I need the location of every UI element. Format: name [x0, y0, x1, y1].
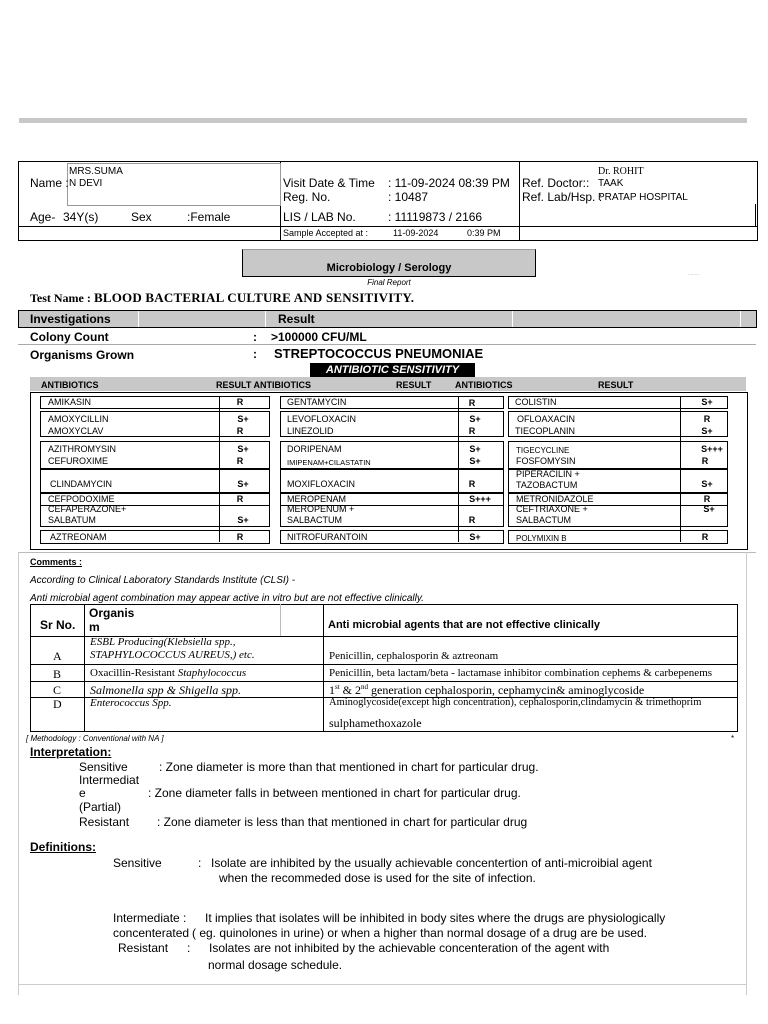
test-name-value: BLOOD BACTERIAL CULTURE AND SENSITIVITY. [94, 290, 415, 305]
antibiotic-name: SALBACTUM [287, 515, 343, 525]
divider [30, 664, 737, 665]
row-organism: Salmonella spp & Shigella spp. [90, 683, 241, 697]
antibiotic-name: COLISTIN [515, 397, 557, 407]
antibiotic-name: METRONIDAZOLE [516, 494, 594, 504]
methodology-note: [ Methodology : Conventional with NA ] [26, 734, 164, 743]
def-intermediate-text: ( eg. quinolones in urine) or when a higher than normal dosage of a drug are be used. [192, 926, 647, 940]
divider [30, 681, 737, 682]
department-title: Microbiology / Serology [326, 262, 452, 274]
antibiotic-result: R [236, 456, 244, 466]
top-divider [19, 118, 747, 123]
antibiotic-result: S+ [237, 414, 249, 424]
organisms-label: Organisms Grown [30, 348, 135, 362]
reg-value: : 10487 [388, 190, 429, 204]
report-status: Final Report [367, 278, 411, 287]
antibiotic-name: TIECOPLANIN [515, 426, 576, 436]
reg-label: Reg. No. [283, 190, 331, 204]
sex-value: :Female [187, 210, 231, 224]
def-sensitive-colon: : [198, 856, 202, 870]
antibiotic-name: MEROPENUM + [287, 504, 355, 514]
row-organism: Oxacillin-Resistant Staphylococcus [90, 667, 247, 679]
antibiotic-name: MEROPENAM [287, 494, 347, 504]
row-sr: A [53, 649, 62, 663]
row-sr: C [53, 683, 62, 697]
antibiotic-result: S+++ [469, 494, 491, 504]
col-organism-l2: m [89, 620, 100, 634]
antibiotic-result: R [236, 532, 244, 542]
antibiotic-result: S+ [237, 444, 249, 454]
def-sensitive-text: when the recommeded dose is used for the site of infection. [219, 871, 536, 885]
antibiotic-result: R [703, 494, 711, 504]
def-sensitive-term: Sensitive [113, 856, 162, 870]
antibiotic-result: R [236, 397, 244, 407]
row-agents: Penicillin, beta lactam/beta - lactamase inhibitor combination cephems & carbepenems [329, 667, 713, 679]
visit-value: : 11-09-2024 08:39 PM [388, 176, 510, 190]
def-sensitive-text: Isolate are inhibited by the usually achievable concentertion of anti-microibial agent [211, 856, 652, 870]
row-organism: ESBL Producing(Klebsiella spp., [90, 636, 236, 648]
antibiotic-result: S+++ [701, 444, 723, 454]
comments-line1: According to Clinical Laboratory Standards Institute (CLSI) - [30, 575, 296, 586]
ref-lab-value: PRATAP HOSPITAL [598, 192, 688, 203]
ref-field-box [519, 204, 756, 227]
antibiotic-result: S+ [701, 479, 713, 489]
divider [280, 604, 281, 636]
antibiotic-name: NITROFURANTOIN [287, 532, 368, 542]
patient-name-line1: MRS.SUMA [69, 166, 123, 177]
row-sr: B [53, 667, 62, 681]
page-border-left [18, 552, 19, 995]
antibiotic-name: AMOXYCLAV [48, 426, 104, 436]
antibiotic-name: OFLOAXACIN [517, 414, 576, 424]
definitions-label: Definitions: [30, 840, 96, 854]
patient-name-line2: N DEVI [69, 178, 103, 189]
antibiotic-name: CLINDAMYCIN [50, 479, 113, 489]
interp-intermediate-term: (Partial) [79, 800, 122, 814]
antibiotic-result: R [468, 426, 476, 436]
organisms-value: STREPTOCOCCUS PNEUMONIAE [274, 346, 484, 361]
antibiotic-name: SALBATUM [48, 515, 96, 525]
antibiotic-result: R [468, 515, 476, 525]
antibiotic-name: PIPERACILIN + [516, 469, 580, 479]
interp-resistant-term: Resistant [79, 815, 130, 829]
ab-header-antibiotics-3: ANTIBIOTICS [455, 380, 513, 390]
antibiotic-name: MOXIFLOXACIN [287, 479, 356, 489]
page-border-bottom [18, 984, 747, 985]
def-resistant-text: normal dosage schedule. [208, 958, 343, 972]
col-organism-l1: Organis [89, 606, 135, 620]
age-value: 34Y(s) [63, 210, 99, 224]
colony-count-label: Colony Count [30, 330, 109, 344]
def-intermediate-term: Intermediate : [113, 911, 187, 925]
col-sr-no: Sr No. [40, 618, 76, 632]
antibiotic-name: TIGECYCLINE [516, 446, 570, 455]
sample-time: 0:39 PM [467, 228, 501, 238]
ref-doctor-label: Ref. Doctor:: [522, 176, 590, 190]
antibiotic-name: AMOXYCILLIN [48, 414, 109, 424]
antibiotic-result: S+ [469, 414, 481, 424]
ref-doctor-line2: TAAK [598, 178, 624, 189]
interp-sensitive-term: Sensitive [79, 760, 128, 774]
sensitivity-title: ANTIBIOTIC SENSITIVITY [325, 364, 460, 376]
antibiotic-name: AMIKASIN [48, 397, 92, 407]
row-agents: 1st & 2nd generation cephalosporin, cephamycin& aminoglycoside [329, 683, 645, 697]
row-organism: STAPHYLOCOCCUS AUREUS,) etc. [90, 649, 255, 661]
antibiotic-result: R [468, 479, 476, 489]
antibiotic-name: FOSFOMYSIN [516, 456, 576, 466]
sample-date: 11-09-2024 [393, 228, 439, 238]
divider [265, 311, 266, 327]
sex-label: Sex [131, 210, 152, 224]
antibiotic-name: CEFTRIAXONE + [516, 504, 588, 514]
def-resistant-text: Isolates are not inhibited by the achievable concenteration of the agent with [209, 941, 610, 955]
ab-header-antibiotics-1: ANTIBIOTICS [41, 380, 99, 390]
colony-count-colon: : [253, 330, 257, 344]
ab-header-result-3: RESULT [598, 380, 634, 390]
antibiotic-name: IMIPENAM+CILASTATIN [287, 458, 371, 467]
def-resistant-colon: : [187, 941, 191, 955]
antibiotic-result: R [703, 414, 711, 424]
ref-lab-label: Ref. Lab/Hsp. : [522, 190, 603, 204]
interp-resistant-text: : Zone diameter is less than that mentioned in chart for particular drug [157, 815, 528, 829]
divider [18, 552, 756, 553]
antibiotic-name: DORIPENAM [287, 444, 342, 454]
antibiotic-name: GENTAMYCIN [287, 397, 347, 407]
results-header-bar [18, 310, 757, 328]
antibiotic-name: LINEZOLID [287, 426, 334, 436]
def-intermediate-text: It implies that isolates will be inhibited in body sites where the drugs are physiologically [205, 911, 666, 925]
antibiotic-result: R [468, 398, 476, 408]
divider [323, 604, 324, 731]
comments-line2: Anti microbial agent combination may appear active in vitro but are not effective clinically. [30, 593, 424, 604]
divider [680, 396, 681, 542]
divider [740, 311, 741, 327]
antibiotic-result: R [236, 494, 244, 504]
row-agents: Penicillin, cephalosporin & aztreonam [329, 650, 499, 662]
test-name-label: Test Name : [30, 291, 91, 305]
row-agents: Aminoglycoside(except high concentration), cephalosporin,clindamycin & trimethoprim [329, 697, 702, 708]
antibiotic-name: CEFUROXIME [48, 456, 109, 466]
antibiotic-result: R [701, 456, 709, 466]
row-agents: sulphamethoxazole [329, 716, 422, 730]
antibiotic-name: AZITHROMYSIN [48, 444, 117, 454]
def-intermediate-term: concenterated [113, 926, 190, 940]
name-label: Name : [30, 176, 69, 190]
antibiotic-name: SALBACTUM [516, 515, 572, 525]
interp-sensitive-text: : Zone diameter is more than that mentioned in chart for particular drug. [159, 760, 539, 774]
antibiotic-result: S+ [469, 456, 481, 466]
antibiotic-result: S+ [701, 426, 713, 436]
divider [18, 344, 756, 345]
tiny-mark: ········· [688, 272, 700, 277]
lis-value: : 11119873 / 2166 [388, 210, 483, 224]
antibiotic-result: R [701, 532, 709, 542]
ref-doctor-line1: Dr. ROHIT [598, 166, 644, 177]
organisms-colon: : [253, 347, 257, 361]
sample-label: Sample Accepted at : [283, 228, 369, 238]
antibiotic-result: S+ [237, 479, 249, 489]
row-sr: D [53, 697, 62, 711]
interp-intermediate-term: e [79, 786, 86, 800]
interpretation-label: Interpretation: [30, 745, 112, 759]
interp-intermediate-term: Intermediat [79, 773, 140, 787]
investigations-header: Investigations [30, 312, 111, 326]
divider [138, 311, 139, 327]
antibiotic-name: CEFPODOXIME [48, 494, 115, 504]
divider [512, 311, 513, 327]
result-header: Result [278, 312, 315, 326]
divider [84, 604, 85, 731]
antibiotic-name: CEFAPERAZONE+ [48, 504, 127, 514]
antibiotic-name: AZTREONAM [50, 532, 107, 542]
def-resistant-term: Resistant [118, 941, 169, 955]
antibiotic-result: S+ [469, 444, 481, 454]
antibiotic-header-bar [30, 377, 746, 391]
age-label: Age- [30, 210, 56, 224]
antibiotic-result: S+ [469, 532, 481, 542]
lis-label: LIS / LAB No. [283, 210, 356, 224]
antibiotic-name: LEVOFLOXACIN [287, 414, 357, 424]
comments-label: Comments : [30, 557, 83, 567]
antibiotic-result: S+ [703, 504, 715, 514]
colony-count-value: >100000 CFU/ML [271, 330, 367, 344]
col-agents: Anti microbial agents that are not effective clinically [328, 619, 601, 631]
visit-label: Visit Date & Time [283, 176, 375, 190]
antibiotic-name: TAZOBACTUM [516, 480, 578, 490]
asterisk-mark: * [731, 734, 735, 743]
antibiotic-result: R [236, 426, 244, 436]
ab-header-result-antibiotics: RESULT ANTIBIOTICS [216, 380, 311, 390]
antibiotic-result: S+ [237, 515, 249, 525]
ab-header-result-2: RESULT [396, 380, 432, 390]
antibiotic-name: POLYMIXIN B [516, 534, 567, 543]
page-border-right [746, 552, 747, 995]
row-organism: Enterococcus Spp. [90, 697, 172, 709]
antibiotic-result: S+ [701, 397, 713, 407]
divider [519, 161, 520, 240]
divider [219, 396, 220, 542]
interp-intermediate-text: : Zone diameter falls in between mentioned in chart for particular drug. [148, 786, 521, 800]
